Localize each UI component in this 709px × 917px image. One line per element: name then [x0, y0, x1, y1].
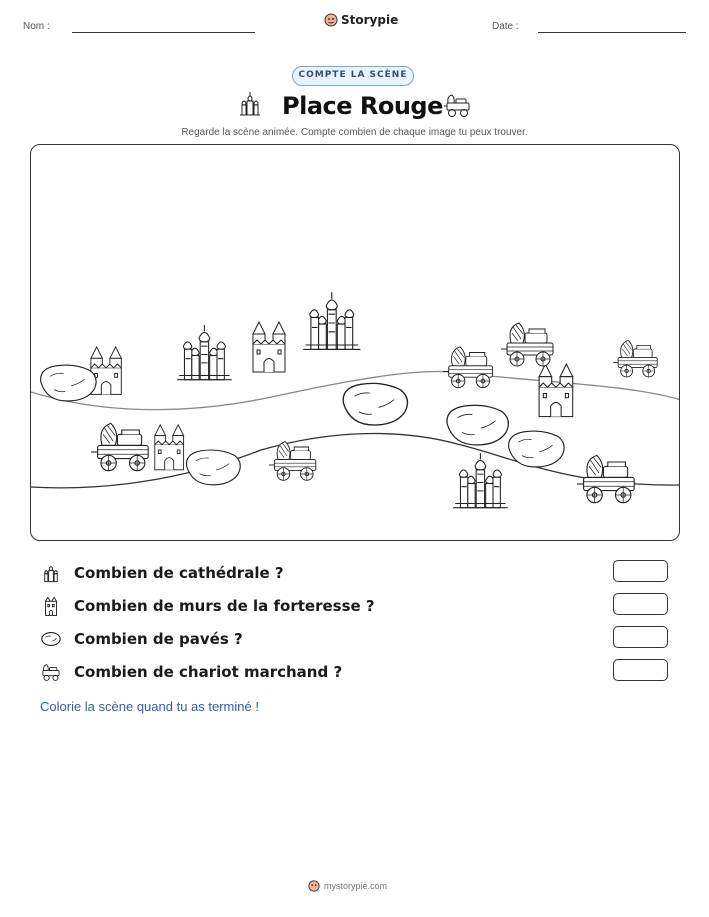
name-line[interactable] [72, 32, 255, 33]
scene-cart [501, 323, 553, 366]
scene-fortress [155, 425, 184, 470]
scene-cathedral [177, 325, 232, 380]
scene-cobblestone [509, 431, 565, 467]
merchant-cart-icon [40, 661, 62, 683]
scene-cobblestone [447, 405, 508, 445]
question-text: Combien de pavés ? [74, 630, 243, 648]
page-title: Place Rouge [282, 92, 443, 120]
brand-logo [324, 13, 398, 27]
date-label: Date : [492, 21, 519, 32]
scene-fortress [539, 364, 573, 417]
scene-cobblestone [343, 383, 407, 425]
name-label: Nom : [23, 21, 50, 32]
scene-cart [91, 423, 148, 470]
cobblestone-icon [40, 628, 62, 650]
question-text: Combien de cathédrale ? [74, 564, 284, 582]
answer-box[interactable] [613, 593, 668, 615]
brand-name: Storypie [341, 13, 399, 27]
question-fortress-wall [40, 593, 670, 619]
scene-cart [577, 455, 634, 502]
cathedral-icon [40, 562, 62, 584]
question-cathedral [40, 560, 670, 586]
scene-cart [443, 347, 492, 388]
instructions: Regarde la scène animée. Compte combien de chaque image tu peux trouver. [181, 127, 528, 138]
scene-fortress [253, 322, 285, 372]
question-text: Combien de chariot marchand ? [74, 663, 343, 681]
footer-brand [308, 880, 387, 892]
activity-badge: COMPTE LA SCÈNE [292, 66, 414, 86]
coloring-instruction: Colorie la scène quand tu as terminé ! [40, 699, 259, 714]
answer-box[interactable] [613, 659, 668, 681]
question-merchant-cart [40, 659, 670, 685]
scene-cobblestone [186, 450, 240, 485]
scene-cathedral [303, 292, 360, 349]
question-text: Combien de murs de la forteresse ? [74, 597, 375, 615]
scene-cart [269, 442, 316, 481]
storypie-mascot-icon [308, 880, 320, 892]
date-line[interactable] [538, 32, 686, 33]
scene-cathedral [453, 453, 508, 508]
scene-illustration [31, 145, 680, 541]
fortress-wall-icon [40, 595, 62, 617]
cathedral-icon [238, 90, 262, 118]
storypie-mascot-icon [324, 13, 338, 27]
footer-url[interactable]: mystorypie.com [324, 881, 388, 891]
answer-box[interactable] [613, 626, 668, 648]
scene-frame [30, 144, 680, 541]
question-cobblestone [40, 626, 670, 652]
merchant-cart-icon [443, 92, 473, 118]
scene-cobblestone [41, 365, 97, 401]
answer-box[interactable] [613, 560, 668, 582]
scene-cart [613, 340, 657, 377]
